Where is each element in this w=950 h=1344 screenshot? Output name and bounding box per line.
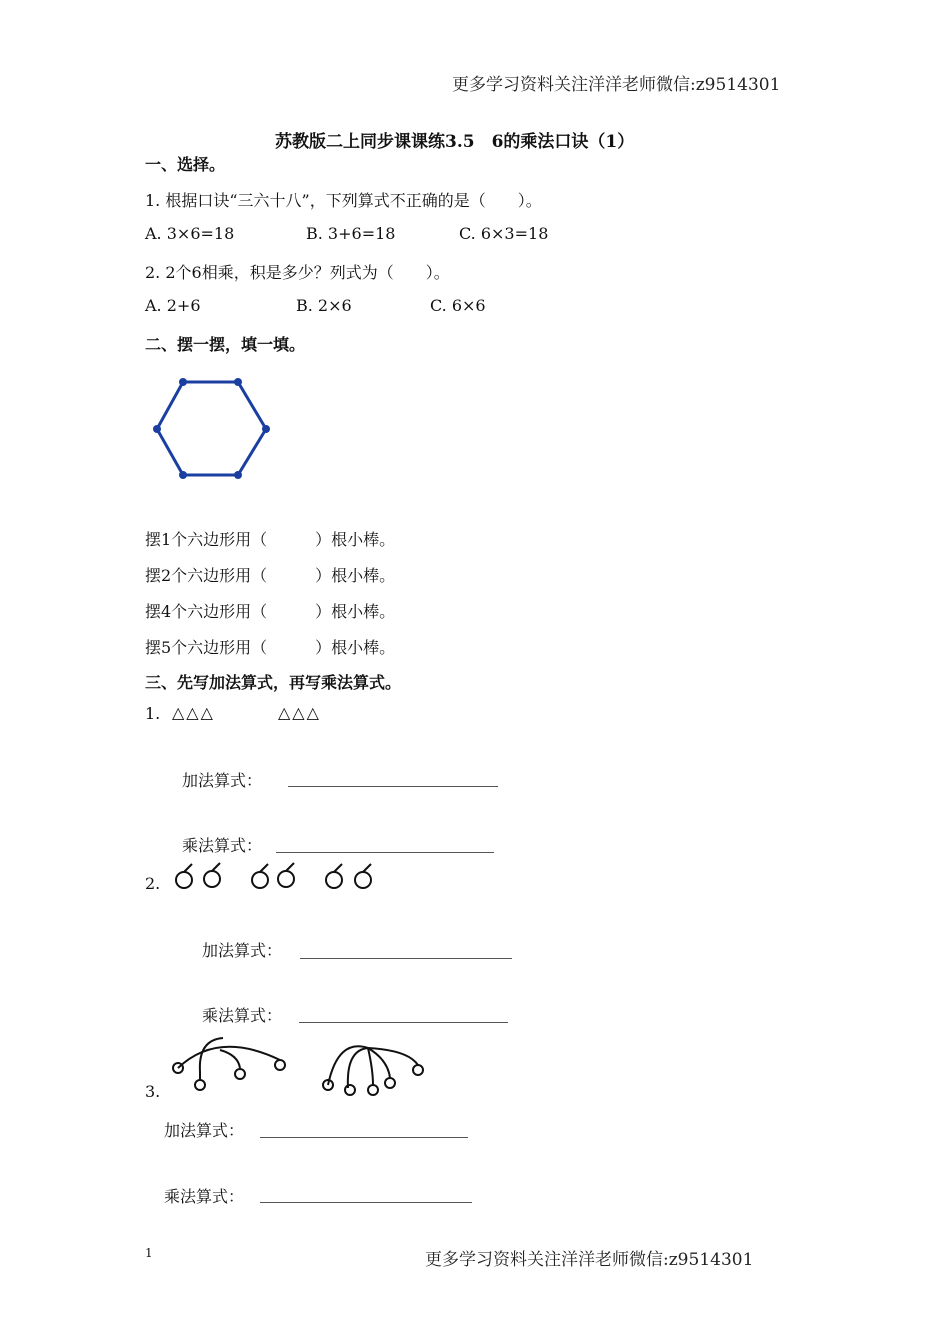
problem-1-number: 1. (145, 704, 161, 723)
footer-note: 更多学习资料关注洋洋老师微信:z9514301 (425, 1250, 754, 1270)
section-2-heading: 二、摆一摆，填一填。 (145, 335, 306, 354)
question-2-stem: 2. 2个6相乘，积是多少？列式为（ ）。 (145, 263, 450, 282)
p2-mul-label: 乘法算式： (202, 1006, 283, 1025)
page-title: 苏教版二上同步课课练3.5 6的乘法口诀（1） (275, 132, 635, 152)
triangles-group-b: △△△ (278, 703, 321, 722)
p1-add-answer-line[interactable] (288, 786, 498, 787)
p3-mul-answer-line[interactable] (260, 1202, 472, 1203)
question-1-stem: 1. 根据口诀“三六十八”，下列算式不正确的是（ ）。 (145, 191, 542, 210)
p2-add-label: 加法算式： (202, 941, 283, 960)
p2-mul-answer-line[interactable] (299, 1022, 508, 1023)
q1-option-b: B. 3+6=18 (306, 224, 396, 243)
q2-option-b: B. 2×6 (296, 296, 352, 315)
fill-line-2: 摆2个六边形用（ ）根小棒。 (145, 566, 396, 585)
problem-3-number: 3. (145, 1082, 161, 1101)
p2-add-answer-line[interactable] (300, 958, 512, 959)
p1-add-label: 加法算式： (182, 771, 263, 790)
cherries-figure (168, 1030, 438, 1100)
apples-figure (170, 860, 380, 896)
p3-add-answer-line[interactable] (260, 1137, 468, 1138)
section-1-heading: 一、选择。 (145, 155, 226, 174)
header-note: 更多学习资料关注洋洋老师微信:z9514301 (452, 75, 781, 95)
p3-mul-label: 乘法算式： (164, 1187, 245, 1206)
hexagon-figure (145, 370, 280, 485)
q1-option-c: C. 6×3=18 (459, 224, 549, 243)
p3-add-label: 加法算式： (164, 1121, 245, 1140)
q2-option-c: C. 6×6 (430, 296, 486, 315)
q2-option-a: A. 2+6 (145, 296, 201, 315)
q1-option-a: A. 3×6=18 (145, 224, 235, 243)
section-3-heading: 三、先写加法算式，再写乘法算式。 (145, 673, 402, 692)
fill-line-3: 摆4个六边形用（ ）根小棒。 (145, 602, 396, 621)
page-number: 1 (145, 1246, 153, 1260)
p1-mul-label: 乘法算式： (182, 836, 263, 855)
problem-2-number: 2. (145, 874, 161, 893)
fill-line-1: 摆1个六边形用（ ）根小棒。 (145, 530, 396, 549)
triangles-group-a: △△△ (172, 703, 215, 722)
p1-mul-answer-line[interactable] (276, 852, 494, 853)
fill-line-4: 摆5个六边形用（ ）根小棒。 (145, 638, 396, 657)
